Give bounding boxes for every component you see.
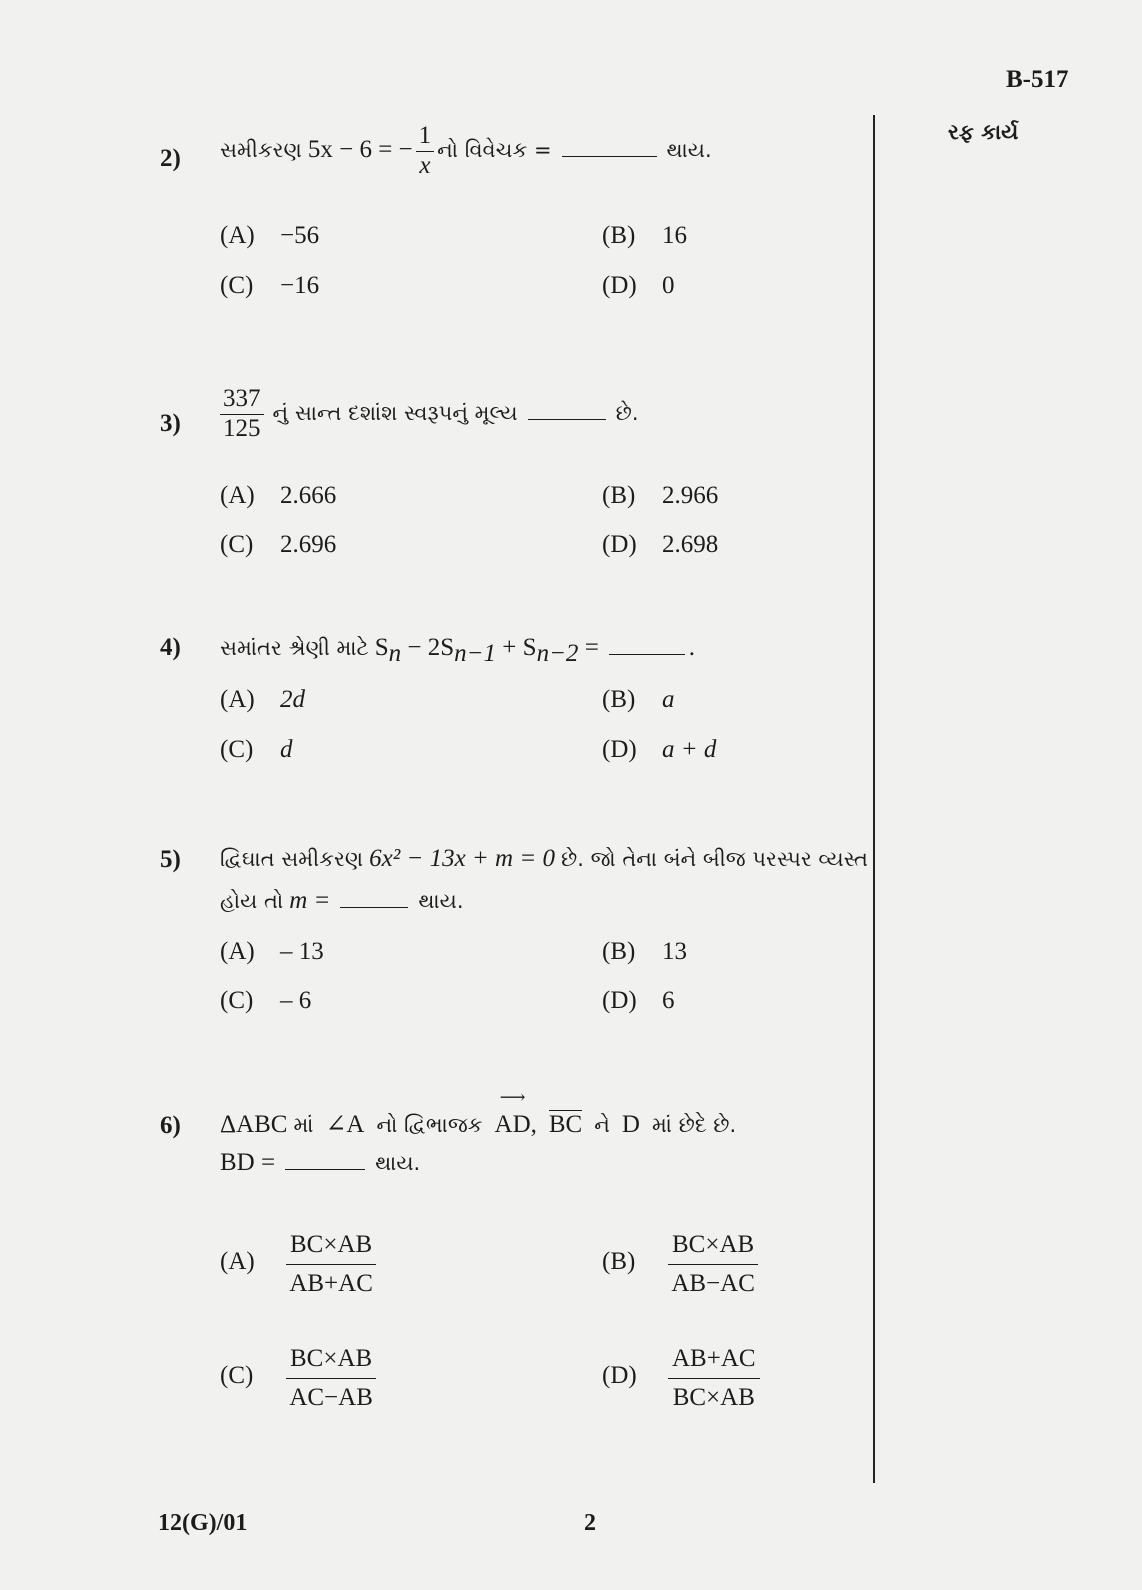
- fraction: $\frac{AB+AC}{BC\times AB}$: [668, 1340, 760, 1416]
- margin-divider: [873, 115, 875, 1483]
- question-number: 3): [160, 410, 181, 437]
- fraction: $\frac{337}{125}$: [220, 385, 264, 444]
- equation: 5x − 6 = −: [307, 135, 413, 163]
- fraction: $\frac{BC\times AB}{AB-AC}$: [668, 1226, 758, 1302]
- equation: $S_n - 2S_{n-1} + S_{n-2}$ =: [374, 634, 599, 667]
- page-number: 2: [584, 1510, 596, 1536]
- option-b: (B) 2.966: [602, 482, 719, 509]
- question-6-line-1: ΔABC માં ∠A નો દ્વિભાજક ⟶ AD, BC ને D માં છેદે છે.: [220, 1102, 736, 1148]
- option-d: (D) 2.698: [602, 531, 719, 558]
- answer-blank: [340, 906, 408, 908]
- option-c: (C) 2.696: [220, 531, 337, 558]
- question-5-line-1: દ્વિઘાત સમીકરણ 6x² − 13x + m = 0 છે. જો તેના બંને બીજ પરસ્પર વ્યસ્ત: [220, 845, 868, 872]
- option-a: (A) 2.666: [220, 482, 337, 509]
- footer-code: 12(G)/01: [158, 1510, 248, 1536]
- answer-blank: [562, 155, 657, 157]
- answer-blank: [609, 653, 685, 655]
- fraction: $\frac{1}{x}$: [416, 122, 435, 181]
- paper-code: B-517: [1006, 66, 1069, 93]
- question-number: 5): [160, 846, 181, 873]
- vector-ad: ⟶ AD: [494, 1087, 531, 1138]
- option-d: (D) a + d: [602, 736, 717, 763]
- option-c: (C) – 6: [220, 987, 312, 1014]
- vector-arrow-icon: ⟶: [499, 1087, 526, 1107]
- fraction: $\frac{BC\times AB}{AB+AC}$: [286, 1226, 376, 1302]
- equation: 6x² − 13x + m = 0: [369, 845, 555, 872]
- option-b: (B) 13: [602, 938, 687, 965]
- question-3-text: $\frac{337}{125}$ નું સાન્ત દશાંશ સ્વરૂપનું મૂલ્ય છે.: [220, 385, 639, 444]
- option-d: (D) 0: [602, 272, 675, 299]
- answer-blank: [285, 1168, 365, 1170]
- segment-bc: BC: [548, 1111, 583, 1138]
- question-number: 4): [160, 634, 181, 661]
- option-a: (A) 2d: [220, 686, 305, 713]
- question-number: 2): [160, 145, 181, 172]
- option-a: (A) – 13: [220, 938, 324, 965]
- option-c: (C) d: [220, 736, 293, 763]
- question-5-line-2: હોય તો m = થાય.: [220, 887, 464, 914]
- question-6-text: [220, 1087, 737, 1186]
- question-6-line-2: BD = થાય.: [220, 1149, 421, 1176]
- answer-blank: [528, 418, 606, 420]
- option-b: (B) a: [602, 686, 675, 713]
- fraction: $\frac{BC\times AB}{AC-AB}$: [286, 1340, 376, 1416]
- exam-page: B-517 રફ કાર્ય 2) સમીકરણ 5x − 6 = − $\frac{1}{x}$ નો વિવેચક = થાય. (A) −56 (B) 16 (C) −16 (D) 0 3) $\frac{337}{125}$ નું સાન્ત દશાંશ સ્વરૂપનું મૂલ્ય છે. (A) 2.666 (B) 2.966 (C) 2.696 (D) 2.698 4) સમાંતર શ્રેણી માટે $S_n - 2S_{n-1} + S_{n-2}$ = . (A) 2d (B) a (C) d (D) a + d 5) દ્વિઘાત સમીકરણ 6x² − 13x + m = 0 છે. જો તેના બંને બીજ પરસ્પર વ્યસ્ત હોય તો m = થાય. (A) – 13 (B) 13 (C) – 6 (D) 6 6) ΔABC માં ∠A નો દ્વિભાજક ⟶ AD, BC ને D માં છેદે છે. BD = થાય. (A) $\frac{BC\times AB}{AB+AC}$ (B) $\frac{BC\times AB}{AB-AC}$ (C) $\frac{BC\times AB}{AC-AB}$ (D) $\frac{AB+AC}{BC\times AB}$ 12(G)/01 2: [158, 66, 1069, 1536]
- question-5-text: [220, 838, 868, 922]
- question-number: 6): [160, 1112, 181, 1139]
- question-2-text: સમીકરણ 5x − 6 = − $\frac{1}{x}$ નો વિવેચક = થાય.: [220, 122, 712, 179]
- question-4-text: સમાંતર શ્રેણી માટે $S_n - 2S_{n-1} + S_{n-2}$ = .: [220, 634, 696, 667]
- option-a: (A) −56: [220, 222, 320, 249]
- rough-work-label: રફ કાર્ય: [948, 120, 1019, 144]
- option-b: (B) 16: [602, 222, 687, 249]
- option-c: (C) −16: [220, 272, 320, 299]
- option-d: (D) 6: [602, 987, 675, 1014]
